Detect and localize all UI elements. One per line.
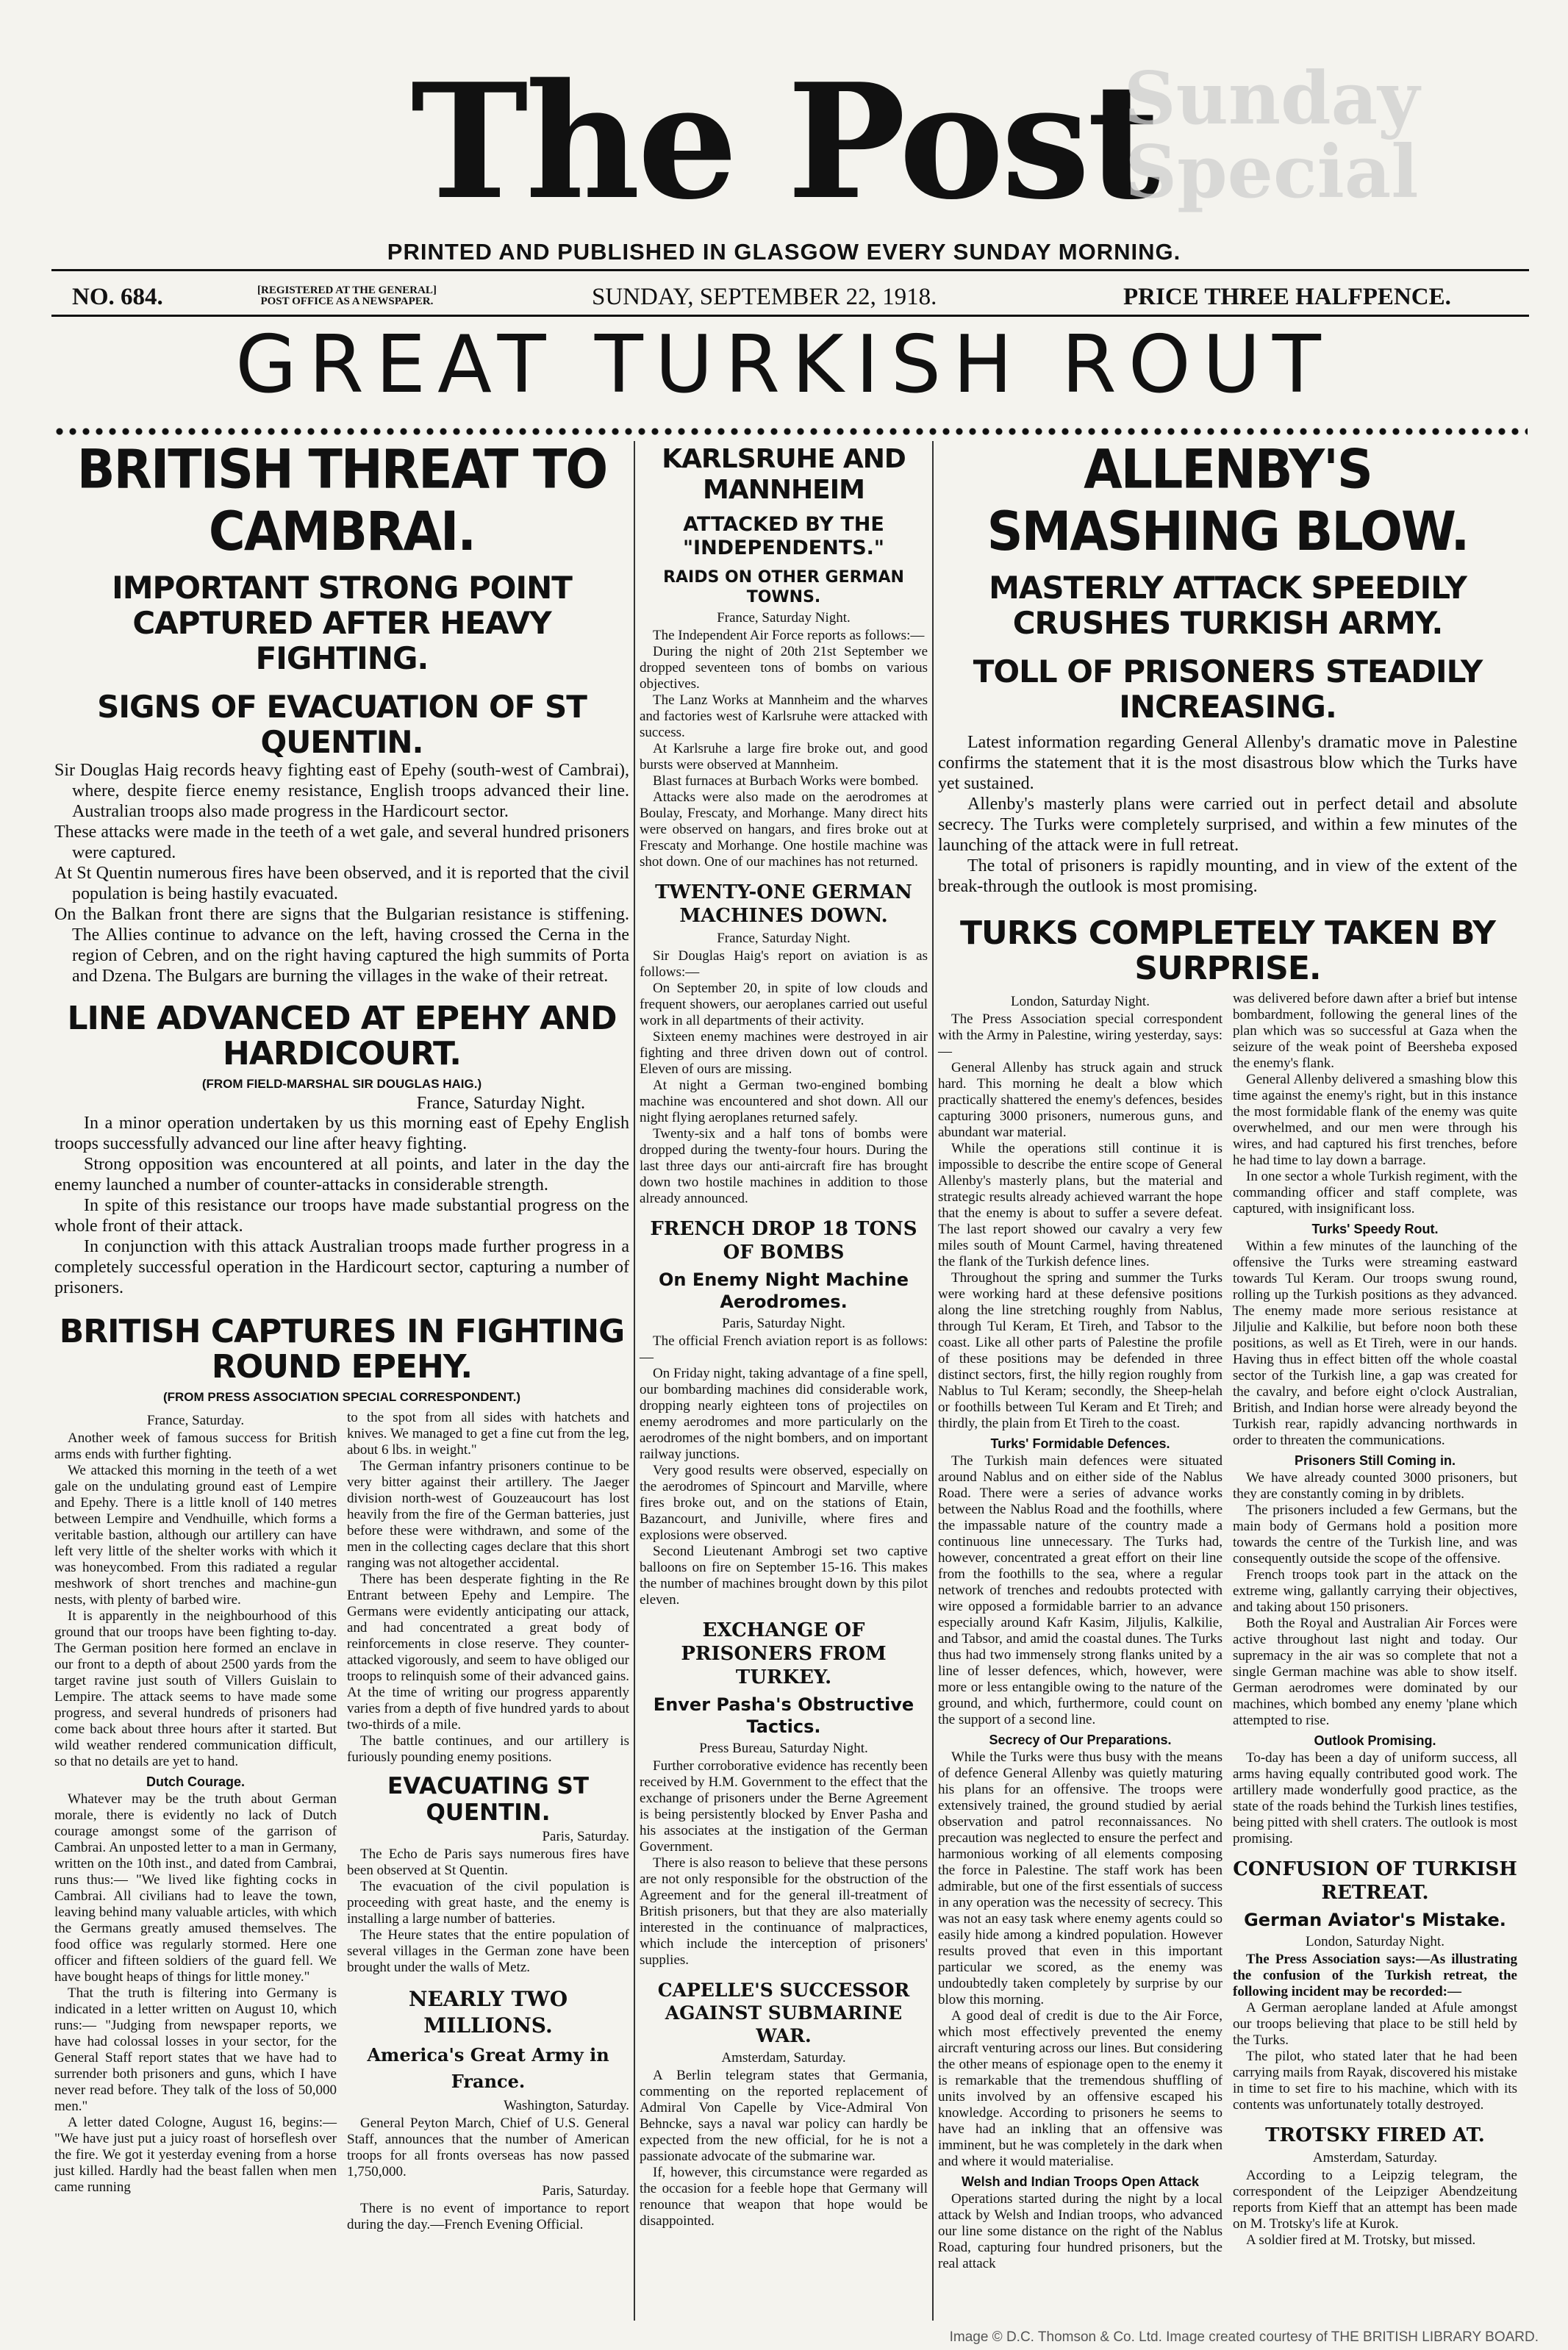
- article-paragraph: A soldier fired at M. Trotsky, but missed.: [1246, 2232, 1476, 2248]
- dateline-place: Press Bureau, Saturday Night.: [699, 1741, 868, 1756]
- headline-cambrai: BRITISH THREAT TO CAMBRAI.: [76, 441, 607, 564]
- registration-note: [257, 285, 437, 307]
- article-paragraph: While the operations still continue it is impossible to describe the entire scope of General Allenby's masterly plans, but the material and strategic results already achieved warrant the hope that the enemy is about to suffer a severe defeat. The last report showed our cavalry a very few miles south of Mount Carmel, having threatened the flank of the Turkish defence lines.: [938, 1141, 1222, 1269]
- headline-epehy: LINE ADVANCED AT EPEHY AND HARDICOURT.: [67, 1000, 617, 1072]
- dateline-place: Paris, Saturday Night.: [722, 1316, 845, 1331]
- dateline-place: Amsterdam, Saturday.: [721, 2050, 846, 2066]
- dateline-place: Washington, Saturday.: [504, 2098, 629, 2113]
- article-paragraph: According to a Leipzig telegram, the correspondent of the Leipziger Abendzeitung reports from Kieff that an attempt has been made on M. Trotsky's life at Kurok.: [1233, 2168, 1517, 2232]
- subheadline-american-army: America's Great Army in France.: [367, 2044, 609, 2092]
- dateline-place: France, Saturday Night.: [717, 610, 851, 626]
- headline-two-millions: NEARLY TWO MILLIONS.: [408, 1987, 568, 2038]
- lead-paragraph: Allenby's masterly plans were carried out in perfect detail and absolute secrecy. The Turks were completely surprised, and within a few minutes of the launching of the attack were in full retreat.: [938, 795, 1517, 855]
- article-paragraph: Sixteen enemy machines were destroyed in air fighting and three driven down out of control. Eleven of ours are missing.: [640, 1029, 928, 1077]
- article-paragraph: General Peyton March, Chief of U.S. General Staff, announces that the number of American troops for all fronts overseas has now passed 1,750,000.: [347, 2116, 629, 2179]
- article-paragraph: Whatever may be the truth about German morale, there is evidently no lack of Dutch courage amongst some of the garrison of Cambrai. An unposted letter to a man in Germany, written on the 10th inst., and dated from Cambrai, runs thus:— "We lived like fighting cocks in Cambrai. All civilians had to leave the town, leaving behind many valuable articles, with which the Germans greatly amused themselves. The food office was regularly stormed. Here one officer and fifteen soldiers of the guard fell. We have bought heaps of things for little money.": [54, 1791, 337, 1985]
- lead-paragraph: Latest information regarding General Allenby's dramatic move in Palestine confirms the statement that it is the most disastrous blow which the Turks have yet sustained.: [938, 733, 1517, 793]
- article-paragraph: At night a German two-engined bombing machine was encountered and shot down. All our night flying aeroplanes returned safely.: [640, 1078, 928, 1125]
- article-paragraph: Blast furnaces at Burbach Works were bombed.: [653, 773, 919, 789]
- article-paragraph: We attacked this morning in the teeth of a wet gale on the undulating ground east of Lempire and Epehy. There is a little knoll of 140 metres between Lempire and Vendhuille, which forms a veritable bastion, although our artillery can have left very little of the shelter works with which it was honeycombed. From this radiated a regular meshwork of short trenches and machine-gun nests, with plenty of barbed wire.: [54, 1463, 337, 1608]
- lead-paragraph: The total of prisoners is rapidly mounting, and in view of the extent of the break-through the outlook is most promising.: [938, 856, 1517, 896]
- article-paragraph: The battle continues, and our artillery is furiously pounding enemy positions.: [347, 1733, 629, 1765]
- side-heading: Outlook Promising.: [1314, 1733, 1436, 1748]
- headline-capelle: CAPELLE'S SUCCESSOR AGAINST SUBMARINE WAR.: [657, 1980, 910, 2046]
- right-section: [935, 441, 1520, 2321]
- issue-number: NO. 684.: [72, 284, 163, 310]
- deck-masterly-attack: MASTERLY ATTACK SPEEDILY CRUSHES TURKISH ARMY.: [989, 570, 1467, 641]
- dateline-place: France, Saturday.: [146, 1413, 245, 1428]
- subheadline-aerodromes: On Enemy Night Machine Aerodromes.: [659, 1269, 909, 1312]
- subcolumn-right: [347, 1410, 629, 2233]
- edition-stamp: [1037, 57, 1507, 215]
- dateline-place: France, Saturday Night.: [717, 931, 851, 946]
- lead-paragraph: On the Balkan front there are signs that the Bulgarian resistance is stiffening. The Allies continue to advance on the left, having crossed the Cerna in the region of Cebren, and on the right having captured the high summits of Porta and Dzena. The Bulgars are burning the villages in the wake of their retreat.: [54, 905, 629, 986]
- deck-other-towns: RAIDS ON OTHER GERMAN TOWNS.: [663, 568, 904, 606]
- side-heading: Secrecy of Our Preparations.: [989, 1733, 1172, 1747]
- dateline-place: Paris, Saturday.: [542, 1829, 629, 1844]
- article-paragraph: Within a few minutes of the launching of the offensive the Turks were streaming eastward towards Tul Keram. Our troops swung round, rolling up the Turkish positions as they advanced. The enemy made more serious resistance at Jiljulie and Kalkilie, but before noon both these positions, as well as Et Tireh, were in our hands. Having thus in effect bitten off the whole coastal sector of the Turkish line, a gap was created for the cavalry, and before eight o'clock Australian, British, and Indian horse were already beyond the Turkish rear, rapidly advancing northwards in order to threaten the communications.: [1233, 1239, 1517, 1448]
- article-paragraph: At Karlsruhe a large fire broke out, and good bursts were observed at Mannheim.: [640, 741, 928, 773]
- side-heading: Turks' Formidable Defences.: [990, 1436, 1170, 1451]
- headline-confusion: CONFUSION OF TURKISH RETREAT.: [1233, 1858, 1517, 1904]
- article-paragraph: The Independent Air Force reports as follows:—: [653, 628, 925, 643]
- copyright-footer: Image © D.C. Thomson & Co. Ltd. Image created courtesy of THE BRITISH LIBRARY BOARD.: [949, 2329, 1539, 2345]
- article-paragraph: A letter dated Cologne, August 16, begins:— "We have just put a juicy roast of horseflesh over the fire. We got it yesterday evening from a horse just killed. Hardly had the beast fallen when men came running: [54, 2115, 337, 2195]
- side-heading: Prisoners Still Coming in.: [1294, 1453, 1456, 1468]
- headline-captures: BRITISH CAPTURES IN FIGHTING ROUND EPEHY.: [59, 1313, 625, 1386]
- side-heading: Welsh and Indian Troops Open Attack: [961, 2174, 1200, 2189]
- article-paragraph: While the Turks were thus busy with the means of defence General Allenby was quietly maturing his plans for an offensive. The troops were extensively trained, the ground studied by aerial observation and patrol reconnaissances. No precaution was neglected to ensure the perfect and harmonious working of all elements composing the force in Palestine. The staff work has been admirable, but one of the first essentials of success in any operation was the necessity of secrecy. This was not an easy task where enemy agents could so easily hide among a kindred population. However results proved that even in this important particular we scored, as the enemy was undoubtedly taken completely by surprise by our blow this morning.: [938, 1749, 1222, 2007]
- headline-allenby: ALLENBY'S SMASHING BLOW.: [987, 441, 1469, 564]
- column-divider: [634, 441, 635, 2321]
- headline-trotsky: TROTSKY FIRED AT.: [1265, 2124, 1485, 2146]
- printed-line: PRINTED AND PUBLISHED IN GLASGOW EVERY SUNDAY MORNING.: [387, 239, 1181, 265]
- lead-paragraph: Sir Douglas Haig records heavy fighting east of Epehy (south-west of Cambrai), where, despite fierce enemy resistance, English troops advanced their line. Australian troops also made progress in the Hardicourt sector.: [54, 761, 629, 821]
- article-paragraph: The Press Association says:—As illustrating the confusion of the Turkish retreat, the following incident may be recorded:—: [1233, 1952, 1517, 1999]
- dateline-place: Amsterdam, Saturday.: [1312, 2150, 1438, 2165]
- registration-line-2: POST OFFICE AS A NEWSPAPER.: [260, 295, 434, 307]
- subheadline-enver-pasha: Enver Pasha's Obstructive Tactics.: [653, 1694, 914, 1737]
- article-paragraph: Twenty-six and a half tons of bombs were dropped during the twenty-four hours. During the last three days our anti-aircraft fire has brought down two hostile machines in addition to those already announced.: [640, 1126, 928, 1206]
- middle-column: [637, 441, 931, 2321]
- subcolumn-right: [1233, 991, 1517, 2272]
- article-paragraph: General Allenby delivered a smashing blow this time against the enemy's right, but in this instance the most formidable flank of the enemy was quite overwhelmed, and our men were through his wires, and had captured his first trenches, before he had time to lay down a barrage.: [1233, 1072, 1517, 1168]
- article-paragraph: The prisoners included a few Germans, but the main body of Germans hold a position more towards the centre of the Turkish line, and was consequently outside the scope of the offensive.: [1233, 1502, 1517, 1566]
- article-paragraph: The Lanz Works at Mannheim and the wharves and factories west of Karlsruhe were attacked with success.: [640, 692, 928, 740]
- article-paragraph: The German infantry prisoners continue to be very bitter against their artillery. The Jaeger division north-west of Gouzeaucourt has lost heavily from the fire of the German batteries, just before these were withdrawn, and some of the men in the collecting cages declare that this short ranging was not altogether accidental.: [347, 1458, 629, 1571]
- subcolumn-left: [54, 1410, 337, 2233]
- article-paragraph: was delivered before dawn after a brief but intense bombardment, following the general lines of the plan which was so successful at Gaza when the seizure of the weak point of Beersheba exposed the enemy's flank.: [1233, 991, 1517, 1071]
- article-paragraph: A good deal of credit is due to the Air Force, which most effectively prevented the enemy aircraft venturing across our lines. But considering the other means of espionage open to the enemy it is remarkable that the tremendous shuffling of units involved by an offensive escaped his knowledge. According to prisoners he seems to have had an inkling that an offensive was imminent, but he was completely in the dark when and where it would materialise.: [938, 2008, 1222, 2169]
- side-heading: Dutch Courage.: [146, 1774, 245, 1789]
- article-paragraph: Further corroborative evidence has recently been received by H.M. Government to the effect that the exchange of prisoners under the Berne Agreement is being persistently blocked by Enver Pasha and his associates at the instigation of the German Government.: [640, 1758, 928, 1855]
- article-paragraph: Operations started during the night by a local attack by Welsh and Indian troops, who advanced our line some distance on the right of the Nablus Road, capturing four hundred prisoners, but the real attack: [938, 2191, 1222, 2271]
- registration-line-1: [REGISTERED AT THE GENERAL]: [257, 284, 437, 296]
- dateline: [51, 278, 1529, 316]
- headline-exchange-prisoners: EXCHANGE OF PRISONERS FROM TURKEY.: [681, 1619, 887, 1688]
- source-line: (FROM PRESS ASSOCIATION SPECIAL CORRESPONDENT.): [162, 1390, 521, 1404]
- dateline-place: Paris, Saturday.: [542, 2183, 629, 2199]
- article-paragraph: General Allenby has struck again and struck hard. This morning he dealt a blow which practically shattered the enemy's defences, besides capturing 3000 prisoners, numerous guns, and abundant war material.: [938, 1060, 1222, 1140]
- headline-twenty-one: TWENTY-ONE GERMAN MACHINES DOWN.: [655, 881, 912, 927]
- edition-line-2: Special: [1125, 130, 1419, 215]
- article-paragraph: In a minor operation undertaken by us this morning east of Epehy English troops successfully advanced our line after heavy fighting.: [54, 1114, 629, 1153]
- article-paragraph: Throughout the spring and summer the Turks were working hard at these defensive positions along the line stretching roughly from Nablus, through Tul Keram, Et Tireh, and Tabsor to the coast. Like all other parts of Palestine the profile of these positions may be defended in three distinct sectors, first, the hilly region roughly from Nablus to Tul Keram; secondly, the Sheep-helah or foothills between Tul Keram and Et Tireh; and thirdly, the plain from Et Tireh to the coast.: [938, 1270, 1222, 1431]
- deck-toll-prisoners: TOLL OF PRISONERS STEADILY INCREASING.: [973, 653, 1483, 725]
- dateline-place: London, Saturday Night.: [1306, 1934, 1445, 1949]
- article-paragraph: In one sector a whole Turkish regiment, with the commanding officer and staff complete, was captured, with insignificant loss.: [1233, 1169, 1517, 1217]
- article-paragraph: to the spot from all sides with hatchets and knives. We managed to get a fine cut from the leg, about 6 lbs. in weight.": [347, 1410, 629, 1458]
- top-rule: [51, 269, 1529, 271]
- edition-line-1: Sunday: [1123, 57, 1420, 141]
- article-paragraph: The evacuation of the civil population is proceeding with great haste, and the enemy is installing a large number of batteries.: [347, 1879, 629, 1927]
- article-paragraph: The Heure states that the entire population of several villages in the German zone have been brought under the walls of Metz.: [347, 1927, 629, 1975]
- two-column-body: [54, 1410, 629, 2233]
- issue-price: PRICE THREE HALFPENCE.: [1123, 284, 1451, 310]
- headline-karlsruhe: KARLSRUHE AND MANNHEIM: [662, 444, 906, 505]
- dateline-rule: [51, 315, 1529, 317]
- two-column-body: [938, 991, 1517, 2272]
- article-paragraph: Strong opposition was encountered at all points, and later in the day the enemy launched a number of counter-attacks in considerable strength.: [54, 1155, 629, 1194]
- article-paragraph: Second Lieutenant Ambrogi set two captive balloons on fire on September 15-16. This makes the number of machines brought down by this pilot eleven.: [640, 1544, 928, 1608]
- deck-strong-point: IMPORTANT STRONG POINT CAPTURED AFTER HEAVY FIGHTING.: [112, 570, 572, 676]
- article-paragraph: French troops took part in the attack on the extreme wing, gallantly carrying their objectives, and taking about 150 prisoners.: [1233, 1567, 1517, 1615]
- article-paragraph: A German aeroplane landed at Afule amongst our troops believing that place to be still held by the Turks.: [1233, 2000, 1517, 2048]
- article-paragraph: A Berlin telegram states that Germania, commenting on the reported replacement of Admiral Von Capelle by Vice-Admiral Von Behncke, says a naval war policy can hardly be expected from the new official, for he is not a passionate advocate of the submarine war.: [640, 2068, 928, 2164]
- column-divider: [932, 441, 934, 2321]
- subcolumn-left: [938, 991, 1222, 2272]
- article-paragraph: The Turkish main defences were situated around Nablus and on either side of the Nablus Road. There were a series of advance works between the Nablus Road and the foothills, where the impassable nature of the country made a continuous line unnecessary. The Turks had, however, concentrated a great effort on their line from the foothills to the sea, where a regular network of trenches and redoubts protected with wire opposed a formidable barrier to an advance especially around Kafr Kasim, Jiljulis, Kalkilie, and Tabsor, and amid the coastal dunes. The Turks thus had two immensely strong flanks united by a line of lesser defences, which, however, were more or less entangible owing to the nature of the ground, and which, furthermore, could count on the support of a second line.: [938, 1453, 1222, 1727]
- article-paragraph: Attacks were also made on the aerodromes at Boulay, Frescaty, and Morhange. Many direct hits were observed on hangars, and fires broke out at Frescaty and Morhange. One hostile machine was shot down. One of our machines has not returned.: [640, 789, 928, 870]
- article-paragraph: The Echo de Paris says numerous fires have been observed at St Quentin.: [347, 1846, 629, 1878]
- banner-headline: GREAT TURKISH ROUT: [235, 319, 1333, 411]
- dateline-place: London, Saturday Night.: [1011, 994, 1150, 1009]
- article-paragraph: Sir Douglas Haig's report on aviation is as follows:—: [640, 948, 928, 980]
- side-heading: Turks' Speedy Rout.: [1311, 1222, 1439, 1236]
- left-section: [51, 441, 632, 2321]
- article-paragraph: There has been desperate fighting in the Re Entrant between Epehy and Lempire. The Germans were evidently anticipating our attack, and had concentrated a great body of reinforcements in close reserve. They counter-attacked vigorously, and seem to have obliged our troops to relinquish some of their advanced gains. At the time of writing our progress apparently varies from a depth of five hundred yards to about two-thirds of a mile.: [347, 1572, 629, 1733]
- article-paragraph: During the night of 20th 21st September we dropped seventeen tons of bombs on various objectives.: [640, 644, 928, 692]
- headline-surprise: TURKS COMPLETELY TAKEN BY SURPRISE.: [960, 914, 1495, 987]
- deck-st-quentin: SIGNS OF EVACUATION OF ST QUENTIN.: [97, 689, 587, 760]
- article-paragraph: We have already counted 3000 prisoners, but they are constantly coming in by driblets.: [1233, 1470, 1517, 1502]
- article-paragraph: On September 20, in spite of low clouds and frequent showers, our aeroplanes carried out useful work in all departments of their activity.: [640, 981, 928, 1028]
- article-paragraph: The pilot, who stated later that he had been carrying mails from Rayak, discovered his mistake in time to set fire to his machine, which with its contents was unfortunately totally destroyed.: [1233, 2049, 1517, 2113]
- ornament-rule: [53, 426, 1528, 438]
- article-paragraph: There is no event of importance to report during the day.—French Evening Official.: [347, 2201, 629, 2232]
- lead-paragraph: These attacks were made in the teeth of a wet gale, and several hundred prisoners were captured.: [54, 823, 629, 862]
- article-paragraph: Both the Royal and Australian Air Forces were active throughout last night and today. Our supremacy in the air was so complete that not a single German machine was able to show itself. German aerodromes were dominated by our machines, which bombed any enemy 'plane which attempted to rise.: [1233, 1616, 1517, 1728]
- article-paragraph: In spite of this resistance our troops have made substantial progress on the whole front of their attack.: [54, 1196, 629, 1236]
- article-paragraph: To-day has been a day of uniform success, all arms having equally contributed good work. The artillery made wonderfully good practice, as the state of the roads behind the Turkish lines testifies, being pitted with shell craters. The outlook is most promising.: [1233, 1750, 1517, 1846]
- headline-french-drop: FRENCH DROP 18 TONS OF BOMBS: [650, 1218, 917, 1264]
- subheadline-aviator: German Aviator's Mistake.: [1244, 1910, 1506, 1930]
- issue-date: SUNDAY, SEPTEMBER 22, 1918.: [592, 284, 937, 310]
- article-paragraph: That the truth is filtering into Germany is indicated in a letter written on August 10, which runs:— "Judging from newspaper reports, we have had colossal losses in your sector, for the General Staff report states that we have had to surrender both prisoners and guns, which I have never read before. They talk of the loss of 50,000 men.": [54, 1985, 337, 2114]
- article-paragraph: If, however, this circumstance were regarded as the occasion for a feeble hope that Germany will renounce that weapon that hope would be disappointed.: [640, 2165, 928, 2229]
- source-line: (FROM FIELD-MARSHAL SIR DOUGLAS HAIG.): [201, 1077, 482, 1091]
- article-paragraph: The Press Association special correspondent with the Army in Palestine, wiring yesterday, says:—: [938, 1011, 1222, 1059]
- article-paragraph: Another week of famous success for British arms ends with further fighting.: [54, 1430, 337, 1462]
- headline-evacuating: EVACUATING ST QUENTIN.: [387, 1773, 589, 1826]
- lead-paragraph: At St Quentin numerous fires have been observed, and it is reported that the civil population is being hastily evacuated.: [54, 864, 629, 903]
- article-paragraph: Very good results were observed, especially on the aerodromes of Spincourt and Marville, where fires broke out, and on the stations of Etain, Bazancourt, and Juniville, where fires and explosions were observed.: [640, 1463, 928, 1543]
- article-paragraph: On Friday night, taking advantage of a fine spell, our bombarding machines did considerable work, dropping nearly eighteen tons of projectiles on enemy aerodromes and more particularly on the aerodromes of the night bombers, and on important railway junctions.: [640, 1366, 928, 1462]
- newspaper-title: The Post: [410, 49, 1158, 234]
- article-paragraph: In conjunction with this attack Australian troops made further progress in a completely successful operation in the Hardicourt sector, capturing a number of prisoners.: [54, 1237, 629, 1297]
- dateline-place: France, Saturday Night.: [416, 1094, 585, 1113]
- deck-independents: ATTACKED BY THE "INDEPENDENTS.": [682, 513, 885, 559]
- article-paragraph: The official French aviation report is as follows:—: [640, 1333, 928, 1365]
- article-paragraph: It is apparently in the neighbourhood of this ground that our troops have been fighting to-day. The German position here formed an enclave in our front to a depth of about 2500 yards from the target ravine just south of Villers Guislain to Lempire. The attack seems to have made some progress, and several hundreds of prisoners had come back about three hours after it started. But wild weather rendered communication difficult, so that no details are yet to hand.: [54, 1608, 337, 1769]
- article-paragraph: There is also reason to believe that these persons are not only responsible for the obstruction of the Agreement and for the general ill-treatment of British prisoners, but that they are also materially interested in the continuance of malpractices, which include the interception of prisoners' supplies.: [640, 1855, 928, 1968]
